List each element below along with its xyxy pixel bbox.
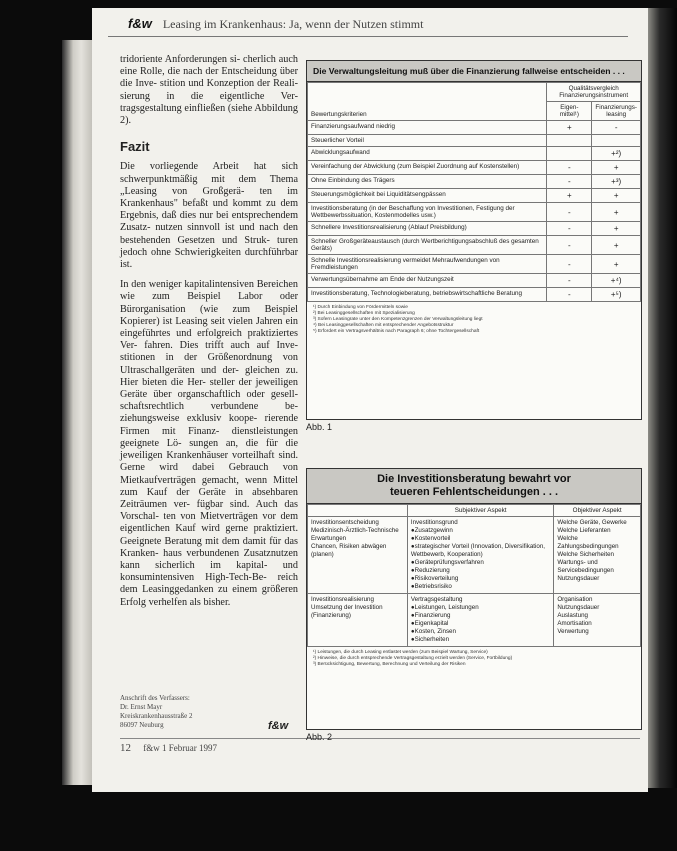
criteria-row bbox=[308, 203, 641, 222]
criteria-header: Bewertungskriterien bbox=[308, 83, 547, 121]
own-funds-rating: + bbox=[547, 189, 592, 203]
figure-1-footnotes bbox=[307, 302, 641, 338]
address-label: Anschrift des Verfassers: bbox=[120, 694, 190, 702]
realisation-objective-cell bbox=[554, 594, 641, 647]
criteria-rows bbox=[308, 121, 641, 302]
cell-line: Medizinisch-Ärztlich-Technische Erwartungen bbox=[311, 527, 399, 542]
footnote: ²) Bei Leasinggesellschaften mit Spezialisierung bbox=[313, 311, 415, 316]
leasing-rating: + bbox=[592, 203, 641, 222]
leasing-rating: +²) bbox=[592, 147, 641, 161]
own-funds-rating: - bbox=[547, 203, 592, 222]
paragraph-1: tridoriente Anforderungen si- cherlich auch eine Rolle, die nach der Entscheidung über die Inve- stition und Konzeption der Reali- sierung in die eigentliche Ver- tragsgestaltung einfließen (siehe Abbildung 2). bbox=[120, 54, 298, 127]
criteria-row bbox=[308, 147, 641, 161]
page-shadow bbox=[648, 8, 677, 788]
footnote: ⁴) Bei Leasinggesellschaften mit entsprechender Angebotsstruktur bbox=[313, 323, 454, 328]
criterion-label: Investitionsberatung (in der Beschaffung von Investitionen, Festigung der Wettbewerbssituation, Kostenmodelles usw.) bbox=[308, 203, 547, 222]
criteria-row bbox=[308, 135, 641, 147]
leasing-rating: +⁵) bbox=[592, 288, 641, 302]
criteria-row bbox=[308, 288, 641, 302]
criteria-table bbox=[307, 82, 641, 302]
footnote: ³) Sofern Leasingrate unter den Kompetenzgrenzen der Verwaltungsleitung liegt bbox=[313, 317, 483, 322]
criterion-label: Verwertungsübernahme am Ende der Nutzungszeit bbox=[308, 274, 547, 288]
cell-line: Chancen, Risiken abwägen (planen) bbox=[311, 543, 387, 558]
criteria-row bbox=[308, 121, 641, 135]
footnote: ¹) Durch Einbindung von Fördermitteln sowie bbox=[313, 305, 408, 310]
criterion-label: Investitionsberatung, Technologieberatung, betriebswirtschaftliche Beratung bbox=[308, 288, 547, 302]
cell-line: Umsetzung der Investition (Finanzierung) bbox=[311, 604, 383, 619]
cell-line: ● strategischer Vorteil (Innovation, Diversifikation, Wettbewerb, Kooperation) bbox=[411, 543, 550, 559]
figure-2-title-line-1: Die Investitionsberatung bewahrt vor bbox=[377, 473, 571, 485]
magazine-page bbox=[92, 8, 648, 792]
leasing-rating: + bbox=[592, 161, 641, 175]
realisation-subjective-cell bbox=[407, 594, 553, 647]
advice-table bbox=[307, 504, 641, 647]
leasing-rating bbox=[592, 135, 641, 147]
criterion-label: Steuerlicher Vorteil bbox=[308, 135, 547, 147]
cell-line: Investitionsgrund bbox=[410, 519, 458, 526]
address-street: Kreiskrankenhausstraße 2 bbox=[120, 712, 193, 720]
figure-1-title: Die Verwaltungsleitung muß über die Finanzierung fallweise entscheiden . . . bbox=[307, 61, 641, 82]
cell-line: Vertragsgestaltung bbox=[410, 596, 463, 603]
cell-line: ● Eigenkapital bbox=[411, 620, 550, 628]
cell-line: ● Geräteprüfungsverfahren bbox=[411, 559, 550, 567]
cell-line: ● Kosten, Zinsen bbox=[411, 628, 550, 636]
criterion-label: Schnelle Investitionsrealisierung vermeidet Mehraufwendungen von Fremdleistungen bbox=[308, 255, 547, 274]
leasing-rating: + bbox=[592, 189, 641, 203]
leasing-rating: + bbox=[592, 255, 641, 274]
cell-line: ● Zusatzgewinn bbox=[411, 527, 550, 535]
comparison-header: Qualitätsvergleich Finanzierungsinstrument bbox=[547, 83, 641, 102]
decision-cell bbox=[308, 517, 408, 594]
cell-line: ● Finanzierung bbox=[411, 612, 550, 620]
cell-line: Investitionsentscheidung bbox=[311, 519, 379, 526]
cell-line: Welche Lieferanten bbox=[557, 527, 611, 534]
header-title: Leasing im Krankenhaus: Ja, wenn der Nutzen stimmt bbox=[162, 17, 424, 31]
figure-2-title-line-2: teueren Fehlentscheidungen . . . bbox=[389, 486, 559, 498]
criteria-row bbox=[308, 236, 641, 255]
cell-line: ● Betriebsrisiko bbox=[411, 583, 550, 591]
own-funds-header: Eigen- mittel¹) bbox=[547, 102, 592, 121]
blank-header bbox=[308, 505, 408, 517]
page-number: 12 bbox=[120, 742, 131, 754]
own-funds-rating: - bbox=[547, 236, 592, 255]
figure-1-table bbox=[306, 60, 642, 420]
realisation-cell bbox=[308, 594, 408, 647]
own-funds-rating bbox=[547, 147, 592, 161]
criteria-row bbox=[308, 255, 641, 274]
section-heading: Fazit bbox=[120, 139, 150, 155]
own-funds-rating: - bbox=[547, 161, 592, 175]
footnote: ³) Berücksichtigung, Bewertung, Berechnung und Verteilung der Risiken bbox=[313, 662, 466, 667]
book-gutter bbox=[62, 40, 94, 785]
criteria-row bbox=[308, 222, 641, 236]
own-funds-rating: - bbox=[547, 288, 592, 302]
figure-2-caption: Abb. 2 bbox=[306, 732, 333, 742]
paragraph-3: In den weniger kapitalintensiven Bereichen wie zum Beispiel Labor oder Bürorganisation (wie zum Beispiel Kopierer) ist Leasing seit vielen Jahren ein eingeführtes und erfolgreich praktiziertes Ver- fahren. Dies trifft auch auf Inve- stitionen in der Größenordnung von Ultraschallgeräten und der- gleichen zu. Hier bieten die Her- steller der jeweiligen Geräte über organschaftlich oder gesell- schaftsrechtlich verbundene be- ziehungsweise exklusiv koope- rierende Firmen mit Finanz- dienstleistungen geeignete Lö- sungen an, die für die jeweiligen Krankenhäuser vorteilhaft sind. Gerne wird dabei Gebrauch von Mietkaufverträgen gemacht, wenn Mittel zum Kauf der Geräte in absehbaren Zeiträumen ver- fügbar sind. Auch das Vorschal- ten von Mietverträgen vor dem eigentlichen Kauf wird gerne praktiziert. Geeignete Beratung mit dem damit für das Kranken- haus verbundenen Zusatznutzen kann sicherlich im kapital- und konsumintensiven High-Tech-Be- reich dem Leasinggedanken zu einem größeren Erfolg verhelfen als bisher. bbox=[120, 279, 298, 608]
objective-header: Objektiver Aspekt bbox=[554, 505, 641, 517]
address-name: Dr. Ernst Mayr bbox=[120, 703, 163, 711]
own-funds-rating: + bbox=[547, 121, 592, 135]
cell-line: Nutzungsdauer bbox=[557, 575, 600, 582]
footnote: ⁵) Erfordert ein Vertragsverhältnis nach Paragraph 6; ohne Tochtergesellschaft bbox=[313, 329, 480, 334]
cell-line: ● Reduzierung bbox=[411, 567, 550, 575]
cell-line: Nutzungsdauer bbox=[557, 604, 600, 611]
cell-line: ● Risikoverteilung bbox=[411, 575, 550, 583]
criterion-label: Finanzierungsaufwand niedrig bbox=[308, 121, 547, 135]
footnote: ¹) Leistungen, die durch Leasing entlastet werden (zum Beispiel Wartung, Service) bbox=[313, 650, 488, 655]
criteria-row bbox=[308, 189, 641, 203]
criterion-label: Schnellere Investitionsrealisierung (Ablauf Preisbildung) bbox=[308, 222, 547, 236]
own-funds-rating: - bbox=[547, 222, 592, 236]
subjective-header: Subjektiver Aspekt bbox=[407, 505, 553, 517]
leasing-rating: + bbox=[592, 236, 641, 255]
cell-line: Welche Geräte, Gewerke bbox=[557, 519, 627, 526]
page-footer bbox=[120, 738, 640, 754]
own-funds-rating bbox=[547, 135, 592, 147]
criterion-label: Vereinfachung der Abwicklung (zum Beispiel Zuordnung auf Kostenstellen) bbox=[308, 161, 547, 175]
cell-line: ● Sicherheiten bbox=[411, 636, 550, 644]
leasing-rating: +³) bbox=[592, 175, 641, 189]
criteria-row bbox=[308, 161, 641, 175]
end-logo: f&w bbox=[268, 720, 289, 732]
leasing-header: Finanzierungs- leasing bbox=[592, 102, 641, 121]
header-logo: f&w bbox=[128, 16, 152, 31]
leasing-rating: + bbox=[592, 222, 641, 236]
cell-line: ● Leistungen, Leistungen bbox=[411, 604, 550, 612]
criterion-label: Ohne Einbindung des Trägers bbox=[308, 175, 547, 189]
decision-objective-cell bbox=[554, 517, 641, 594]
own-funds-rating: - bbox=[547, 255, 592, 274]
criterion-label: Abwicklungsaufwand bbox=[308, 147, 547, 161]
cell-line: Auslastung bbox=[557, 612, 588, 619]
footnote: ²) Hinweise, die durch entsprechende Vertragsgestaltung erzielt werden (Service, Fortbildung) bbox=[313, 656, 513, 661]
figure-1-caption: Abb. 1 bbox=[306, 422, 333, 432]
running-header bbox=[108, 16, 628, 37]
decision-subjective-cell bbox=[407, 517, 553, 594]
text-column bbox=[120, 54, 298, 617]
cell-line: ● Kostenvorteil bbox=[411, 535, 550, 543]
cell-line: Amortisation bbox=[557, 620, 592, 627]
paragraph-2: Die vorliegende Arbeit hat sich schwerpunktmäßig mit dem Thema „Leasing von Großgerä- ten im Krankenhaus" befaßt und kommt zu dem Ergebnis, daß dies nur bei entsprechendem Zusatz- nutzen sinnvoll ist und nach den bestehenden Gesetzen und Struk- turen jedoch ohne Schwierigkeiten durchführbar ist. bbox=[120, 161, 298, 271]
figure-2-footnotes bbox=[307, 647, 641, 671]
criterion-label: Steuerungsmöglichkeit bei Liquiditätsengpässen bbox=[308, 189, 547, 203]
leasing-rating: +⁴) bbox=[592, 274, 641, 288]
cell-line: Investitionsrealisierung bbox=[311, 596, 374, 603]
own-funds-rating: - bbox=[547, 274, 592, 288]
figure-2-table bbox=[306, 468, 642, 730]
cell-line: Organisation bbox=[557, 596, 593, 603]
leasing-rating: - bbox=[592, 121, 641, 135]
cell-line: Wartungs- und Servicebedingungen bbox=[557, 559, 614, 574]
address-city: 86097 Neuburg bbox=[120, 721, 164, 729]
criteria-row bbox=[308, 274, 641, 288]
cell-line: Welche Sicherheiten bbox=[557, 551, 614, 558]
footer-issue: f&w 1 Februar 1997 bbox=[143, 743, 217, 753]
figure-2-title bbox=[307, 469, 641, 504]
cell-line: Verwertung bbox=[557, 628, 589, 635]
own-funds-rating: - bbox=[547, 175, 592, 189]
cell-line: Welche Zahlungsbedingungen bbox=[557, 535, 619, 550]
criteria-row bbox=[308, 175, 641, 189]
criterion-label: Schneller Großgeräteaustausch (durch Wertberichtigungsabschluß des gesamten Geräts) bbox=[308, 236, 547, 255]
